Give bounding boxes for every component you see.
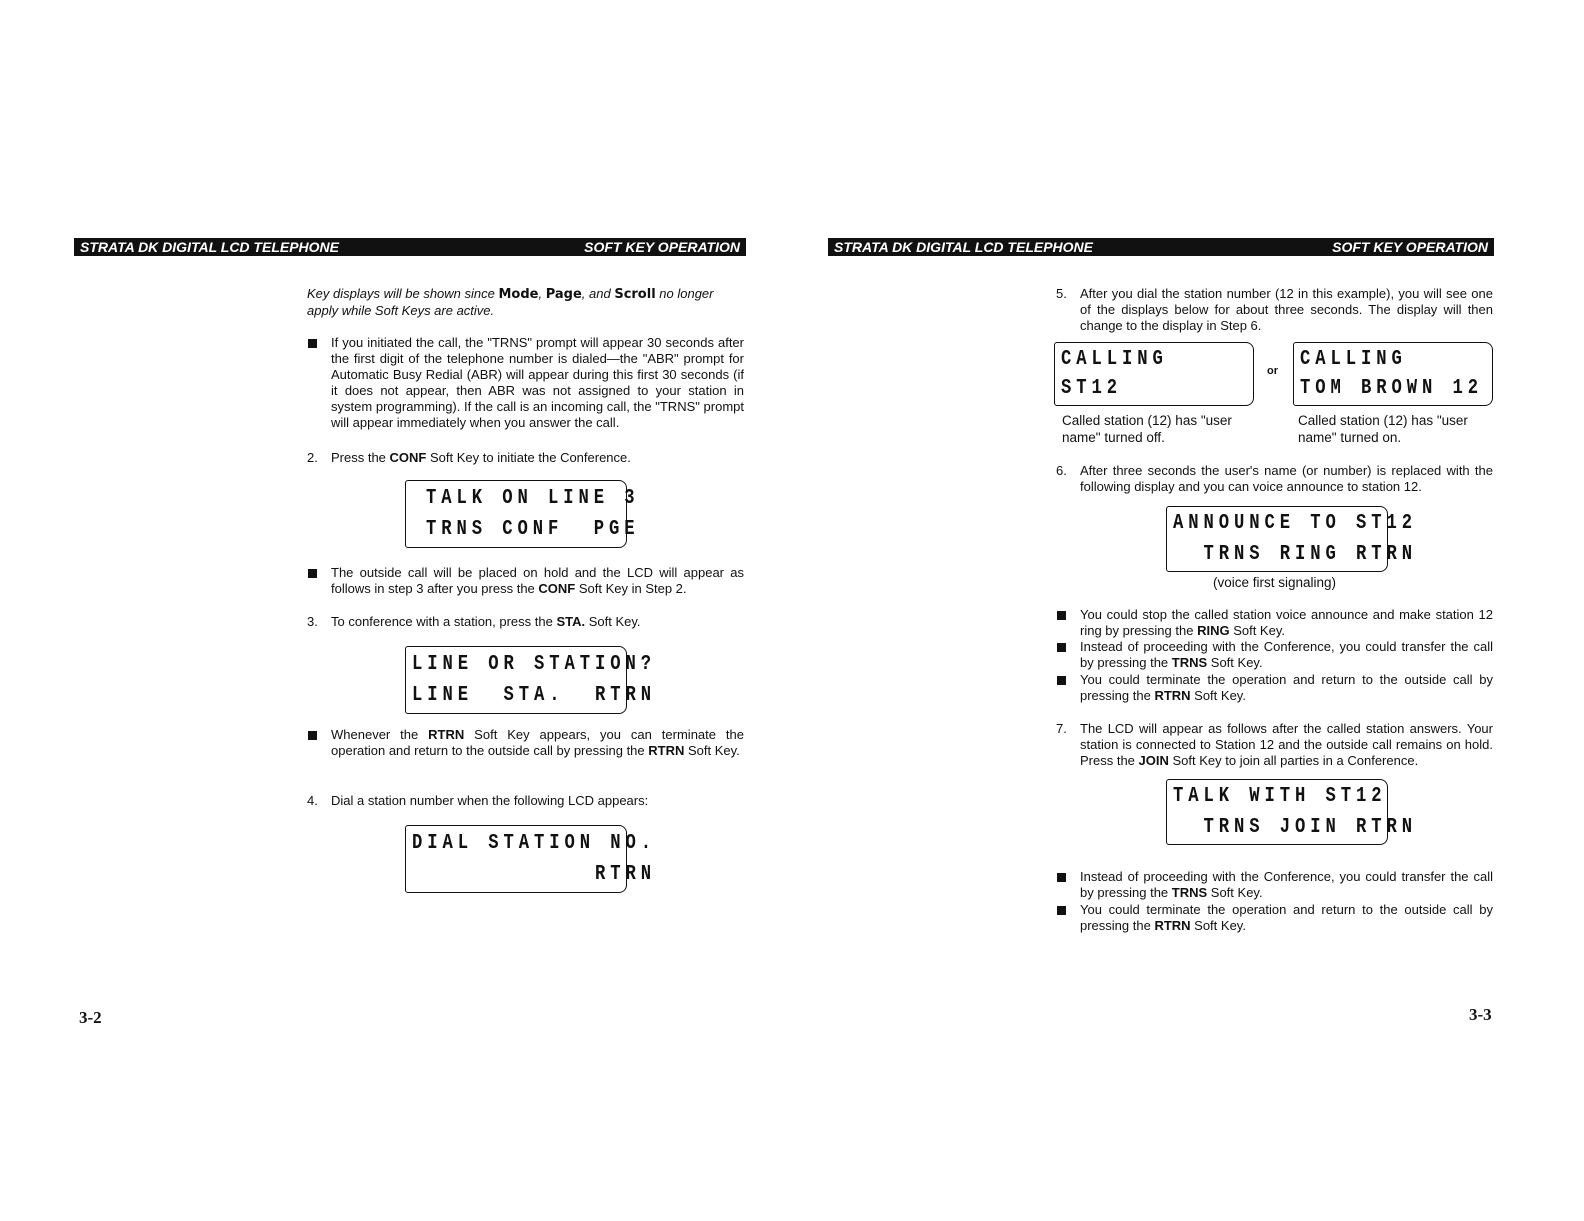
lcd-display-line-or-station xyxy=(405,646,657,714)
page-number-right: 3-3 xyxy=(1469,1005,1492,1024)
step-number: 6. xyxy=(1056,463,1067,478)
lcd-line-1: LINE OR STATION? xyxy=(412,653,657,676)
step-number: 3. xyxy=(307,614,318,629)
lcd-line-2: TOM BROWN 12 xyxy=(1300,377,1484,400)
bullet-marker xyxy=(1057,676,1066,685)
bullet-marker xyxy=(1057,906,1066,915)
step-number: 5. xyxy=(1056,286,1067,301)
left-header-bar xyxy=(74,238,746,256)
right-header-bar xyxy=(828,238,1494,256)
bullet-rtrn-soft-key: Whenever the RTRN Soft Key appears, you can terminate the operation and return to the outside call by pressing the RTRN Soft Key. xyxy=(331,727,744,758)
lcd-line-1: TALK ON LINE 3 xyxy=(426,487,640,510)
step-2-text: Press the CONF Soft Key to initiate the Conference. xyxy=(331,450,631,465)
lcd-line-2: LINE STA. RTRN xyxy=(412,684,657,707)
lcd-line-1: CALLING xyxy=(1300,348,1407,371)
bullet-marker xyxy=(1057,643,1066,652)
bullet-marker xyxy=(1057,873,1066,882)
step-number: 4. xyxy=(307,793,318,808)
step-6-text: After three seconds the user's name (or number) is replaced with the following display and you can voice announce to station 12. xyxy=(1080,463,1493,494)
step-4-text: Dial a station number when the following LCD appears: xyxy=(331,793,649,808)
lcd-line-1: ANNOUNCE TO ST12 xyxy=(1173,512,1418,535)
lcd-line-1: DIAL STATION NO. xyxy=(412,832,657,855)
bullet-ring-soft-key: You could stop the called station voice announce and make station 12 ring by pressing the RING Soft Key. xyxy=(1080,607,1493,638)
bullet-trns-prompt: If you initiated the call, the "TRNS" prompt will appear 30 seconds after the first digit of the telephone number is dialed—the "ABR" prompt for Automatic Busy Redial (ABR) will appear during this first 30 seconds (if it does not appear, then ABR was not assigned to your station in system programming). If the call is an incoming call, the "TRNS" prompt will appear immediately when you answer the call. xyxy=(331,335,744,430)
step-number: 7. xyxy=(1056,721,1067,736)
or-label: or xyxy=(1267,365,1278,377)
lcd-line-2: ST12 xyxy=(1061,377,1123,400)
bullet-trns-soft-key: Instead of proceeding with the Conference, you could transfer the call by pressing the TRNS Soft Key. xyxy=(1080,639,1493,670)
left-header-title: STRATA DK DIGITAL LCD TELEPHONE xyxy=(80,239,339,255)
lcd-display-dial-station xyxy=(405,825,657,893)
lcd-display-talk-with xyxy=(1166,779,1418,845)
lcd-display-talk-on-line xyxy=(405,480,640,548)
caption-voice-first: (voice first signaling) xyxy=(1213,575,1337,590)
bullet-rtrn-soft-key-2: You could terminate the operation and return to the outside call by pressing the RTRN Soft Key. xyxy=(1080,902,1493,933)
left-header-section: SOFT KEY OPERATION xyxy=(584,239,740,255)
lcd-line-2: RTRN xyxy=(412,863,657,886)
caption-user-name-off: Called station (12) has "user name" turned off. xyxy=(1062,413,1232,445)
step-7-text: The LCD will appear as follows after the called station answers. Your station is connected to Station 12 and the outside call remains on hold. Press the JOIN Soft Key to join all parties in a Conference. xyxy=(1080,721,1493,768)
lcd-line-2: TRNS CONF PGE xyxy=(426,518,640,541)
lcd-line-2: TRNS RING RTRN xyxy=(1173,543,1418,566)
bullet-trns-soft-key-2: Instead of proceeding with the Conference, you could transfer the call by pressing the TRNS Soft Key. xyxy=(1080,869,1493,900)
step-3-text: To conference with a station, press the STA. Soft Key. xyxy=(331,614,641,629)
bullet-rtrn-soft-key: You could terminate the operation and return to the outside call by pressing the RTRN Soft Key. xyxy=(1080,672,1493,703)
page-number-left: 3-2 xyxy=(79,1008,102,1027)
right-header-section: SOFT KEY OPERATION xyxy=(1332,239,1488,255)
lcd-line-1: TALK WITH ST12 xyxy=(1173,785,1387,808)
step-5-text: After you dial the station number (12 in this example), you will see one of the displays below for about three seconds. The display will then change to the display in Step 6. xyxy=(1080,286,1493,333)
lcd-line-1: CALLING xyxy=(1061,348,1168,371)
bullet-marker xyxy=(308,731,317,740)
lcd-display-announce xyxy=(1166,506,1418,572)
caption-user-name-on: Called station (12) has "user name" turned on. xyxy=(1298,413,1468,445)
lcd-display-calling-st12 xyxy=(1054,342,1254,406)
lcd-display-calling-name xyxy=(1293,342,1493,406)
step-number: 2. xyxy=(307,450,318,465)
bullet-outside-call-hold: The outside call will be placed on hold and the LCD will appear as follows in step 3 after you press the CONF Soft Key in Step 2. xyxy=(331,565,744,596)
right-header-title: STRATA DK DIGITAL LCD TELEPHONE xyxy=(834,239,1093,255)
lcd-line-2: TRNS JOIN RTRN xyxy=(1173,816,1418,839)
bullet-marker xyxy=(308,339,317,348)
intro-note: Key displays will be shown since Mode, Page, and Scroll no longer apply while Soft Keys are active. xyxy=(307,286,714,318)
bullet-marker xyxy=(1057,611,1066,620)
bullet-marker xyxy=(308,569,317,578)
